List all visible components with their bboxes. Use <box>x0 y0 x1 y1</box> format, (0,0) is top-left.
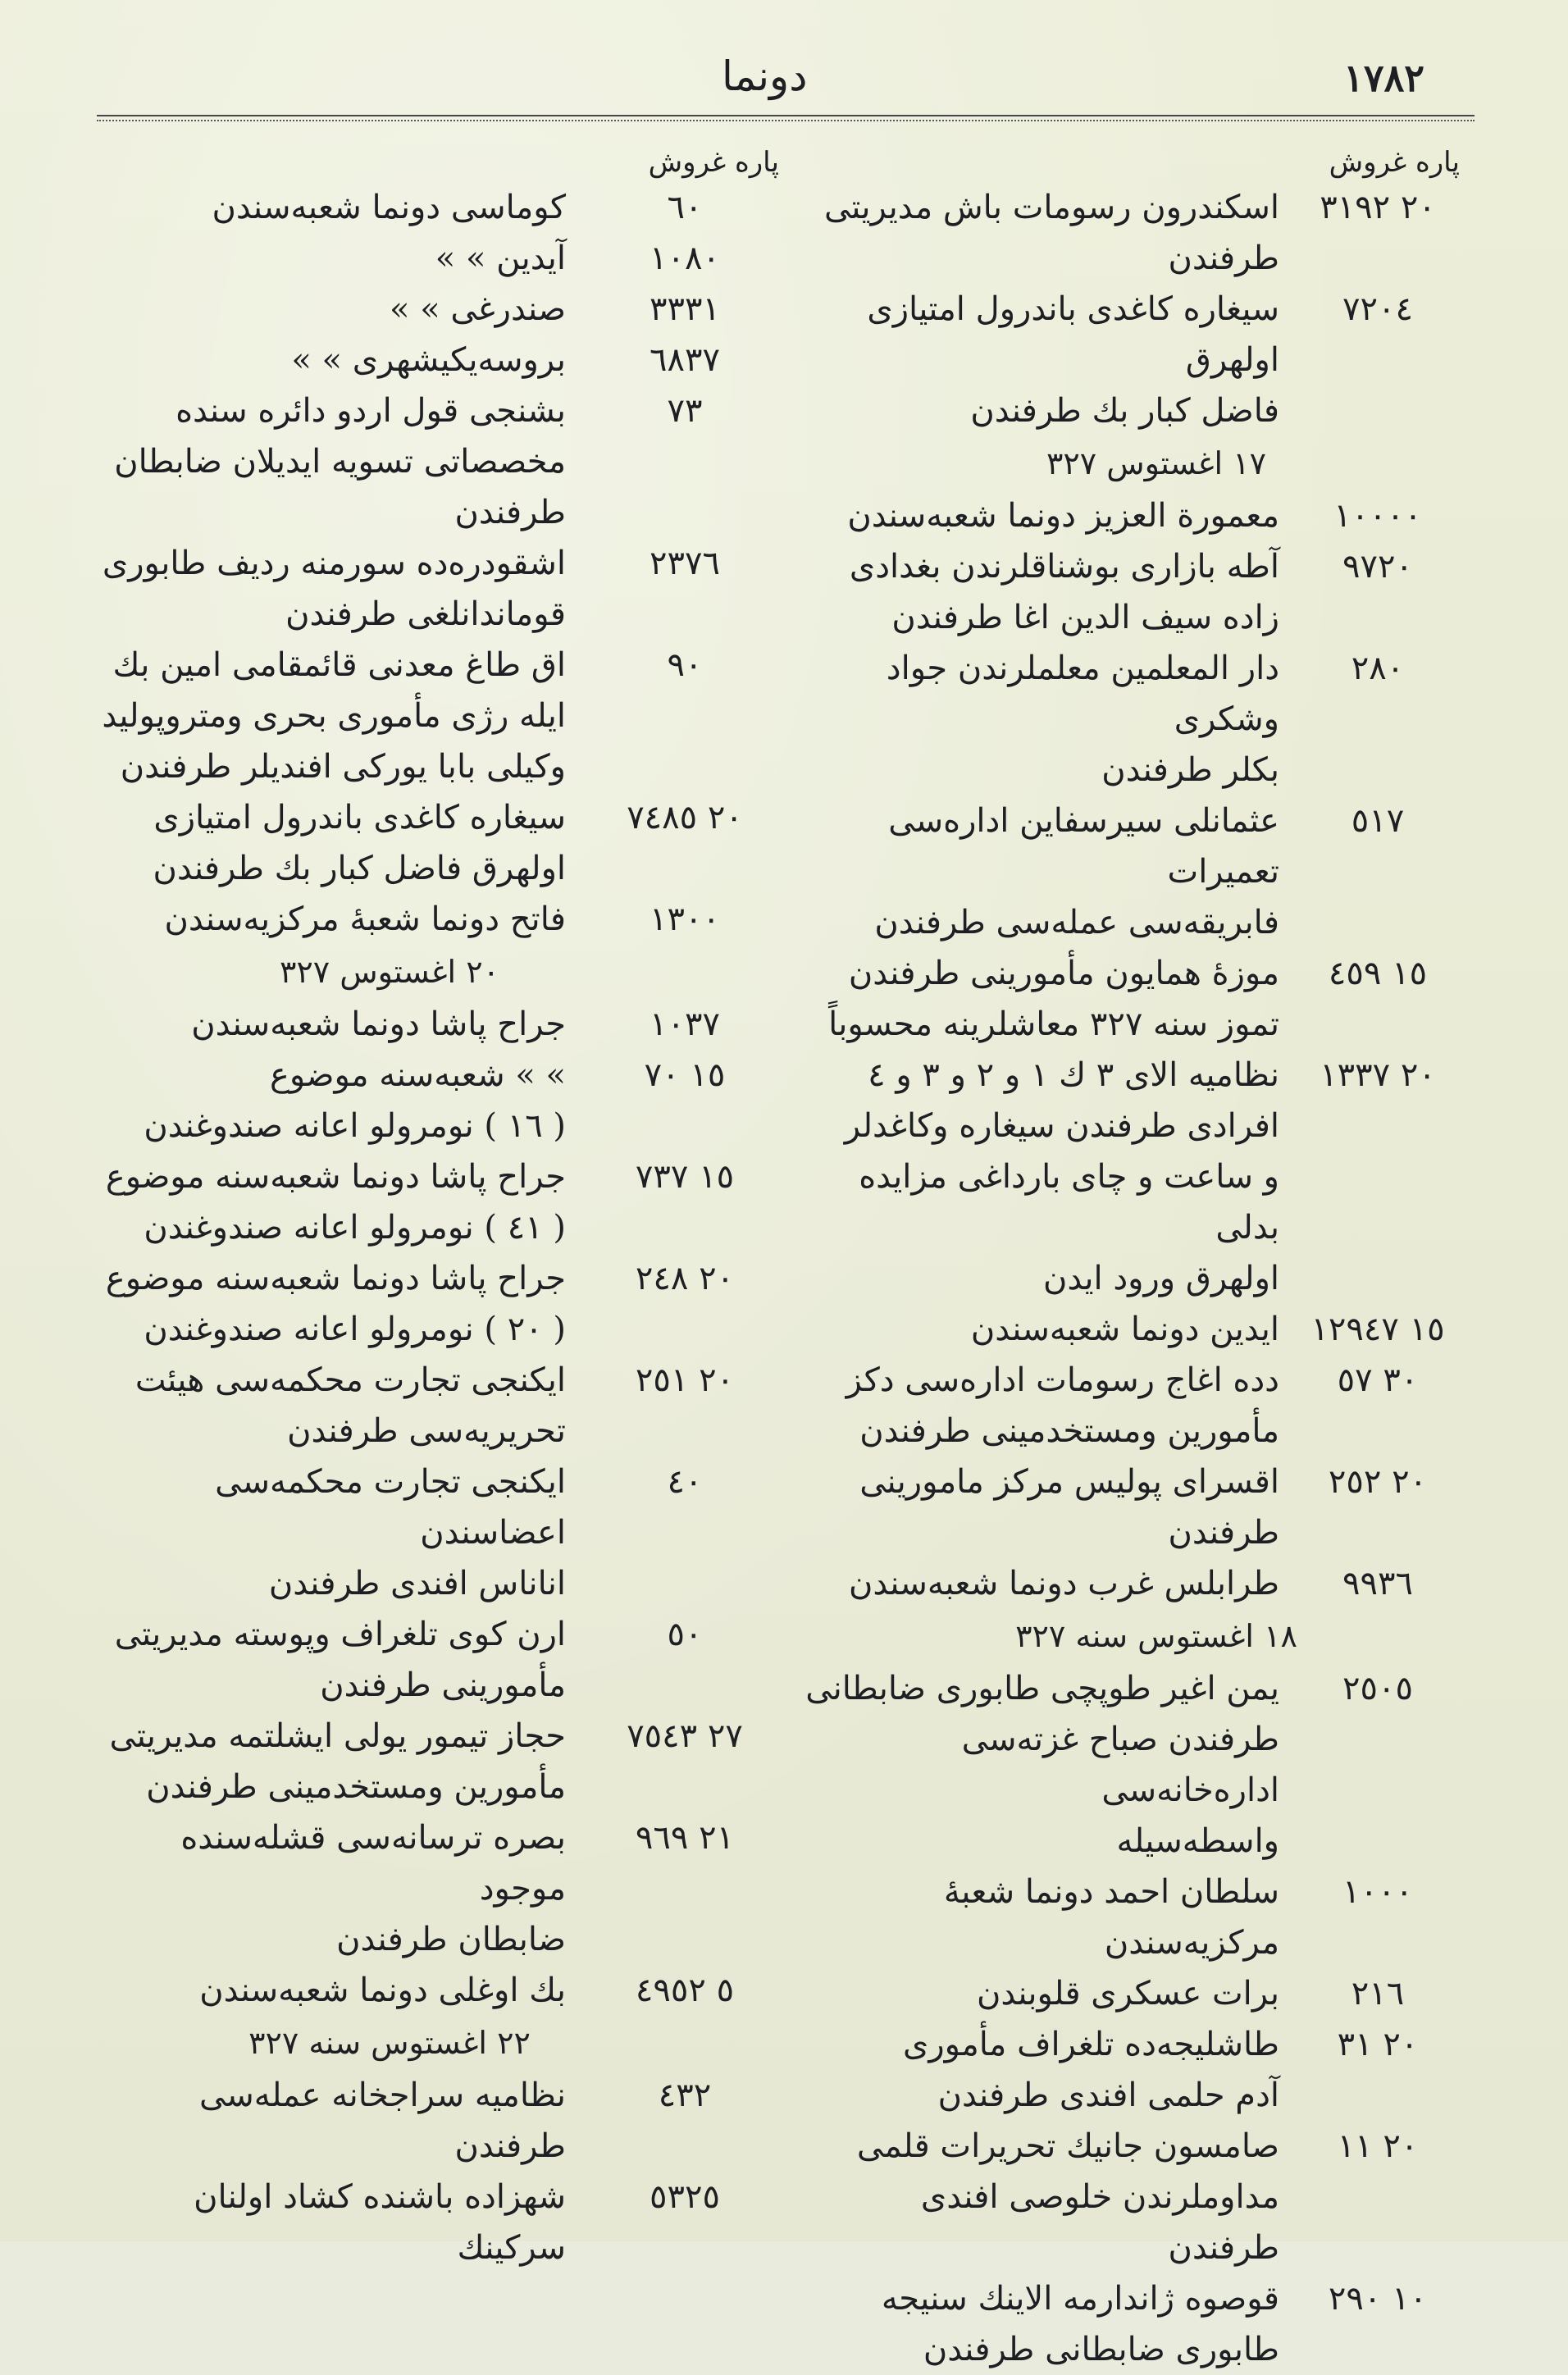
entry-amount: ٢٠ ٢٥١ <box>635 1361 735 1399</box>
ledger-entry <box>98 2070 779 2172</box>
entry-description: دار المعلمين معلملرندن جواد وشكرى بكلر طرفندن <box>886 650 1279 789</box>
entry-description: ارن كوى تلغراف وپوسته مديريتى مأمورينى طرفندن <box>114 1616 566 1704</box>
entry-description: فاتح دونما شعبهٔ مركزيه‌سندن <box>164 900 566 938</box>
entry-amount: ٢٠ ٢٤٨ <box>635 1260 735 1297</box>
ledger-entry <box>98 1253 779 1355</box>
entry-amount: ١٥ ٧٣٧ <box>635 1158 735 1196</box>
entry-description: اشقودره‌ده سورمنه رديف طابورى قوماندانلغى طرفندن <box>102 545 566 633</box>
entry-amount: ٢٨٠ <box>1351 650 1405 687</box>
entry-amount: ٥٠ <box>667 1616 703 1653</box>
entry-description: سيغاره كاغدى باندرول امتيازى اولهرق فاضل كبار بك طرفندن <box>153 799 566 887</box>
ledger-entry <box>804 948 1460 1050</box>
entry-amount: ١٠٠٠٠ <box>1333 497 1422 535</box>
page-number: ١٧٨٢ <box>1343 56 1424 100</box>
ledger-entry <box>804 541 1460 643</box>
entry-amount: ٢٠ ١١ <box>1337 2127 1419 2165</box>
entry-description: جراح پاشا دونما شعبه‌سندن <box>191 1005 566 1043</box>
ledger-entry <box>804 795 1460 948</box>
entry-description: دده اغاج رسومات اداره‌سى دكز مأمورين ومستخدمينى طرفندن <box>846 1361 1279 1450</box>
entry-amount: ٤٣٢ <box>658 2076 712 2114</box>
entry-amount: ٢٠ ٧٤٨٥ <box>627 799 743 836</box>
amount-column-label: پاره غروش <box>1329 146 1460 179</box>
entry-amount: ٥٣٢٥ <box>650 2178 720 2216</box>
ledger-entry <box>98 1711 779 1812</box>
header-rule <box>97 115 1475 125</box>
ledger-entry <box>804 2121 1460 2273</box>
date-line: ٢٢ اغستوس سنه ٣٢٧ <box>248 2025 531 2061</box>
entry-amount: ٤٠ <box>667 1463 703 1501</box>
entry-description: قوصوه ژاندارمه الاينك سنيجه طابورى ضابطانى طرفندن <box>881 2280 1279 2368</box>
ledger-entry <box>98 1151 779 1253</box>
ledger-entry <box>98 999 779 1050</box>
entry-description: بك اوغلى دونما شعبه‌سندن <box>199 1972 566 2009</box>
entry-amount: ٦٨٣٧ <box>650 341 720 379</box>
entry-amount: ٥١٧ <box>1351 802 1405 840</box>
ledger-entry <box>98 792 779 894</box>
ledger-entry <box>98 1609 779 1711</box>
entry-amount: ٢١ ٩٦٩ <box>635 1819 735 1857</box>
entry-description: طاشليجه‌ده تلغراف مأمورى آدم حلمى افندى طرفندن <box>903 2026 1279 2114</box>
entry-amount: ٢٧ ٧٥٤٣ <box>627 1717 743 1755</box>
entry-description: شهزاده باشنده كشاد اولنان سركينك <box>194 2178 566 2267</box>
entry-description: عثمانلى سيرسفاين اداره‌سى تعميرات فابريقه‌سى عمله‌سى طرفندن <box>874 802 1279 941</box>
left-entries <box>98 182 779 2273</box>
entry-description: ايكنجى تجارت محكمه‌سى اعضاسندن اناناس افندى طرفندن <box>215 1463 566 1602</box>
column-header-right <box>804 130 1460 182</box>
entry-amount: ٣٣٣١ <box>650 290 720 328</box>
ledger-entry <box>804 182 1460 284</box>
ledger-entry <box>804 1663 1460 1867</box>
entry-amount: ١٥ ١٢٩٤٧ <box>1310 1311 1445 1348</box>
entry-description: سيغاره كاغدى باندرول امتيازى اولهرق فاضل كبار بك طرفندن <box>867 290 1279 430</box>
ledger-entry <box>804 643 1460 795</box>
entry-description: يمن اغير طوپچى طابورى ضابطانى طرفندن صباح غزته‌سى اداره‌خانه‌سى واسطه‌سيله <box>805 1670 1279 1860</box>
ledger-entry <box>804 1558 1460 1609</box>
ledger-entry <box>98 233 779 284</box>
entry-description: نظاميه سراجخانه عمله‌سى طرفندن <box>198 2076 566 2165</box>
ledger-entry <box>804 1867 1460 1968</box>
entry-description: نظاميه الاى ٣ ك ١ و ٢ و ٣ و ٤ افرادى طرفندن سيغاره وكاغدلر و ساعت و چاى بارداغى مزايده بدلى اولهرق ورود ايدن <box>844 1056 1279 1297</box>
entry-description: بصره ترسانه‌سى قشله‌سنده موجود ضابطان طرفندن <box>180 1819 566 1958</box>
entry-description: آيدين » » <box>435 239 566 277</box>
ledger-entry <box>804 2019 1460 2121</box>
ledger-entry <box>804 1355 1460 1456</box>
entry-amount: ٢٠ ٣١ <box>1337 2026 1419 2063</box>
ledger-entry <box>804 1456 1460 1558</box>
right-column <box>804 130 1460 2368</box>
entry-description: حجاز تيمور يولى ايشلتمه مديريتى مأمورين ومستخدمينى طرفندن <box>109 1717 566 1806</box>
entry-description: آطه بازارى بوشناقلرندن بغدادى زاده سيف الدين اغا طرفندن <box>849 548 1279 636</box>
entry-amount: ٥ ٤٩٥٢ <box>635 1972 735 2009</box>
entry-description: جراح پاشا دونما شعبه‌سنه موضوع ( ٤١ ) نومرولو اعانه صندوغندن <box>105 1158 566 1247</box>
running-title: دونما <box>722 52 808 100</box>
entry-description: » » شعبه‌سنه موضوع ( ١٦ ) نومرولو اعانه صندوغندن <box>144 1056 566 1145</box>
entry-amount: ٩٩٣٦ <box>1342 1565 1413 1602</box>
entry-amount: ٩٧٢٠ <box>1342 548 1413 586</box>
entry-description: موزهٔ همايون مأمورينى طرفندن تموز سنه ٣٢٧ معاشلرينه محسوباً <box>828 955 1279 1043</box>
ledger-entry <box>98 1456 779 1609</box>
entry-description: معمورة العزيز دونما شعبه‌سندن <box>847 497 1279 535</box>
ledger-entry <box>98 894 779 945</box>
entry-amount: ١٠٣٧ <box>650 1005 720 1043</box>
ledger-entry <box>804 2273 1460 2375</box>
ledger-entry <box>98 385 779 538</box>
entry-amount: ٢٠ ٢٥٢ <box>1328 1463 1428 1501</box>
entry-amount: ١٠ ٢٩٠ <box>1328 2280 1428 2318</box>
ledger-entry <box>804 490 1460 541</box>
ledger-entry <box>98 335 779 385</box>
entry-description: بشنجى قول اردو دائره سنده مخصصاتى تسويه ايديلان ضابطان طرفندن <box>114 392 566 531</box>
entry-amount: ١٥ ٤٥٩ <box>1328 955 1428 992</box>
ledger-entry <box>98 640 779 792</box>
ledger-entry <box>804 1050 1460 1304</box>
entry-description: جراح پاشا دونما شعبه‌سنه موضوع ( ٢٠ ) نومرولو اعانه صندوغندن <box>105 1260 566 1348</box>
entry-amount: ٢١٦ <box>1351 1975 1405 2013</box>
entry-amount: ٢٣٧٦ <box>650 545 720 582</box>
entry-description: سلطان احمد دونما شعبهٔ مركزيه‌سندن <box>943 1873 1279 1962</box>
entry-description: صندرغى » » <box>390 290 566 328</box>
left-column <box>98 130 779 2267</box>
date-line: ١٨ اغستوس سنه ٣٢٧ <box>1015 1618 1297 1654</box>
entry-description: صامسون جانيك تحريرات قلمى مداوملرندن خلوصى افندى طرفندن <box>856 2127 1279 2267</box>
entry-amount: ٣٠ ٥٧ <box>1337 1361 1419 1399</box>
ledger-entry <box>98 182 779 233</box>
entry-amount: ١٠٨٠ <box>650 239 720 277</box>
ledger-entry <box>98 1050 779 1151</box>
ledger-entry <box>98 1965 779 2016</box>
entry-description: اق طاغ معدنى قائمقامى امين بك ايله رژى مأمورى بحرى ومتروپوليد وكيلى بابا يوركى افنديلر طرفندن <box>102 646 566 786</box>
entry-amount: ٢٠ ١٣٣٧ <box>1320 1056 1436 1094</box>
date-line: ٢٠ اغستوس ٣٢٧ <box>279 954 500 990</box>
column-header-left <box>98 130 779 182</box>
ledger-entry <box>804 284 1460 436</box>
entry-description: ايدين دونما شعبه‌سندن <box>970 1311 1279 1348</box>
entry-amount: ٩٠ <box>667 646 703 684</box>
ledger-entry <box>98 1355 779 1456</box>
page-header <box>0 48 1568 113</box>
entry-description: برات عسكرى قلوبندن <box>976 1975 1279 2013</box>
entry-amount: ٦٠ <box>667 189 703 226</box>
entry-description: ايكنجى تجارت محكمه‌سى هيئت تحريريه‌سى طرفندن <box>134 1361 566 1450</box>
entry-amount: ٧٢٠٤ <box>1342 290 1413 328</box>
date-line: ١٧ اغستوس ٣٢٧ <box>1046 445 1267 481</box>
entry-amount: ٢٥٠٥ <box>1342 1670 1413 1707</box>
ledger-entry <box>98 538 779 640</box>
entry-description: كوماسى دونما شعبه‌سندن <box>212 189 566 226</box>
entry-amount: ١٠٠٠ <box>1342 1873 1413 1911</box>
entry-description: اسكندرون رسومات باش مديريتى طرفندن <box>823 189 1279 277</box>
amount-column-label: پاره غروش <box>648 146 779 179</box>
ledger-entry <box>98 2172 779 2273</box>
entry-amount: ١٥ ٧٠ <box>644 1056 726 1094</box>
ledger-entry <box>98 284 779 335</box>
entry-description: بروسه‌يكيشهرى » » <box>291 341 566 379</box>
entry-amount: ٢٠ ٣١٩٢ <box>1320 189 1436 226</box>
ledger-entry <box>98 1812 779 1965</box>
entry-description: طرابلس غرب دونما شعبه‌سندن <box>848 1565 1279 1602</box>
right-entries <box>804 182 1460 2375</box>
ledger-entry <box>804 1968 1460 2019</box>
entry-description: اقسراى پوليس مركز مامورينى طرفندن <box>859 1463 1279 1552</box>
entry-amount: ٧٣ <box>667 392 703 430</box>
entry-amount: ١٣٠٠ <box>650 900 720 938</box>
ledger-entry <box>804 1304 1460 1355</box>
